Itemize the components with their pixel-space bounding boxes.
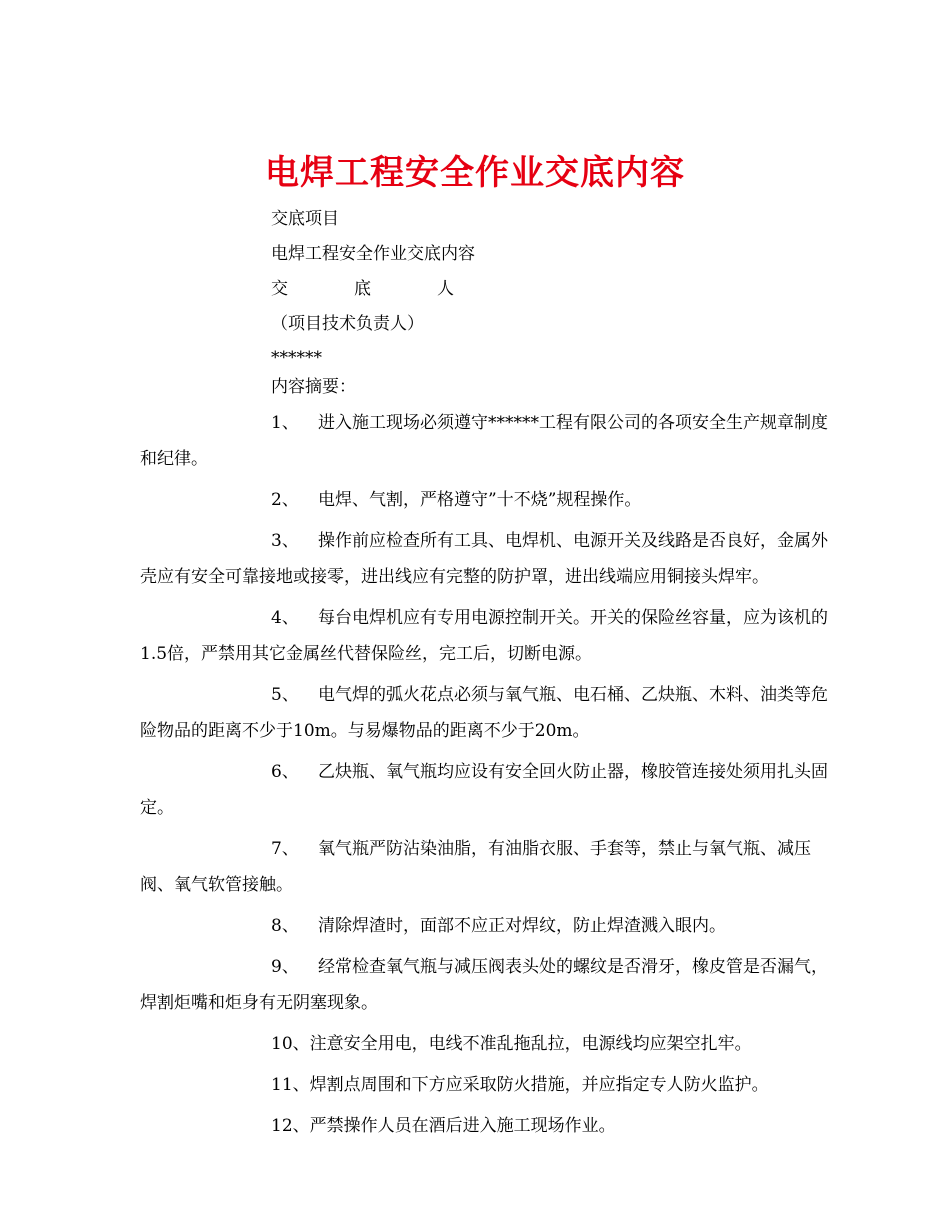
handover-char: 交	[271, 279, 288, 299]
list-item	[140, 523, 830, 595]
summary-label: 内容摘要：	[271, 377, 356, 397]
item-text: 氧气瓶严防沾染油脂，有油脂衣服、手套等，禁止与氧气瓶、减压阀、氧气软管接触。	[140, 839, 811, 895]
handover-role: （项目技术负责人）	[271, 314, 424, 334]
list-item	[140, 949, 830, 1021]
list-item	[140, 754, 830, 826]
item-text: 经常检查氧气瓶与减压阀表头处的螺纹是否滑牙，橡皮管是否漏气，焊割炬嘴和炬身有无阴塞现象。	[140, 957, 828, 1013]
item-number: 4、	[271, 608, 299, 628]
list-item	[140, 1108, 830, 1144]
item-text: 严禁操作人员在酒后进入施工现场作业。	[309, 1116, 616, 1136]
item-number: 1、	[271, 413, 299, 433]
project-value: 电焊工程安全作业交底内容	[271, 244, 475, 264]
item-text: 乙炔瓶、氧气瓶均应设有安全回火防止器，橡胶管连接处须用扎头固定。	[140, 762, 828, 818]
masked-name: ******	[271, 348, 322, 368]
item-text: 进入施工现场必须遵守******工程有限公司的各项安全生产规章制度和纪律。	[140, 413, 828, 469]
item-number: 2、	[271, 490, 299, 510]
item-number: 10、	[271, 1034, 310, 1054]
list-item	[140, 1026, 830, 1062]
item-number: 5、	[271, 685, 299, 705]
item-text: 操作前应检查所有工具、电焊机、电源开关及线路是否良好，金属外壳应有安全可靠接地或接零，进出线应有完整的防护罩，进出线端应用铜接头焊牢。	[140, 531, 828, 587]
item-number: 6、	[271, 762, 299, 782]
content-items	[140, 405, 830, 1149]
handover-char: 底	[354, 279, 371, 299]
item-text: 电焊、气割，严格遵守”十不烧”规程操作。	[318, 490, 642, 510]
handover-char: 人	[437, 279, 454, 299]
list-item	[140, 908, 830, 944]
list-item	[140, 405, 830, 477]
item-text: 每台电焊机应有专用电源控制开关。开关的保险丝容量，应为该机的1.5倍，严禁用其它金属丝代替保险丝，完工后，切断电源。	[140, 608, 828, 664]
item-number: 8、	[271, 916, 299, 936]
list-item	[140, 831, 830, 903]
item-text: 注意安全用电，电线不准乱拖乱拉，电源线均应架空扎牢。	[309, 1034, 752, 1054]
item-text: 焊割点周围和下方应采取防火措施，并应指定专人防火监护。	[309, 1075, 769, 1095]
project-label: 交底项目	[271, 209, 339, 229]
page-title: 电焊工程安全作业交底内容	[265, 152, 685, 193]
item-number: 11、	[271, 1075, 310, 1095]
item-text: 清除焊渣时，面部不应正对焊纹，防止焊渣溅入眼内。	[318, 916, 726, 936]
item-number: 7、	[271, 839, 299, 859]
item-text: 电气焊的弧火花点必须与氧气瓶、电石桶、乙炔瓶、木料、油类等危险物品的距离不少于10m。与易爆物品的距离不少于20m。	[140, 685, 828, 741]
list-item	[140, 677, 830, 749]
item-number: 3、	[271, 531, 299, 551]
list-item	[140, 1067, 830, 1103]
list-item	[140, 482, 830, 518]
item-number: 12、	[271, 1116, 310, 1136]
handover-person-label	[271, 277, 454, 301]
item-number: 9、	[271, 957, 299, 977]
list-item	[140, 600, 830, 672]
